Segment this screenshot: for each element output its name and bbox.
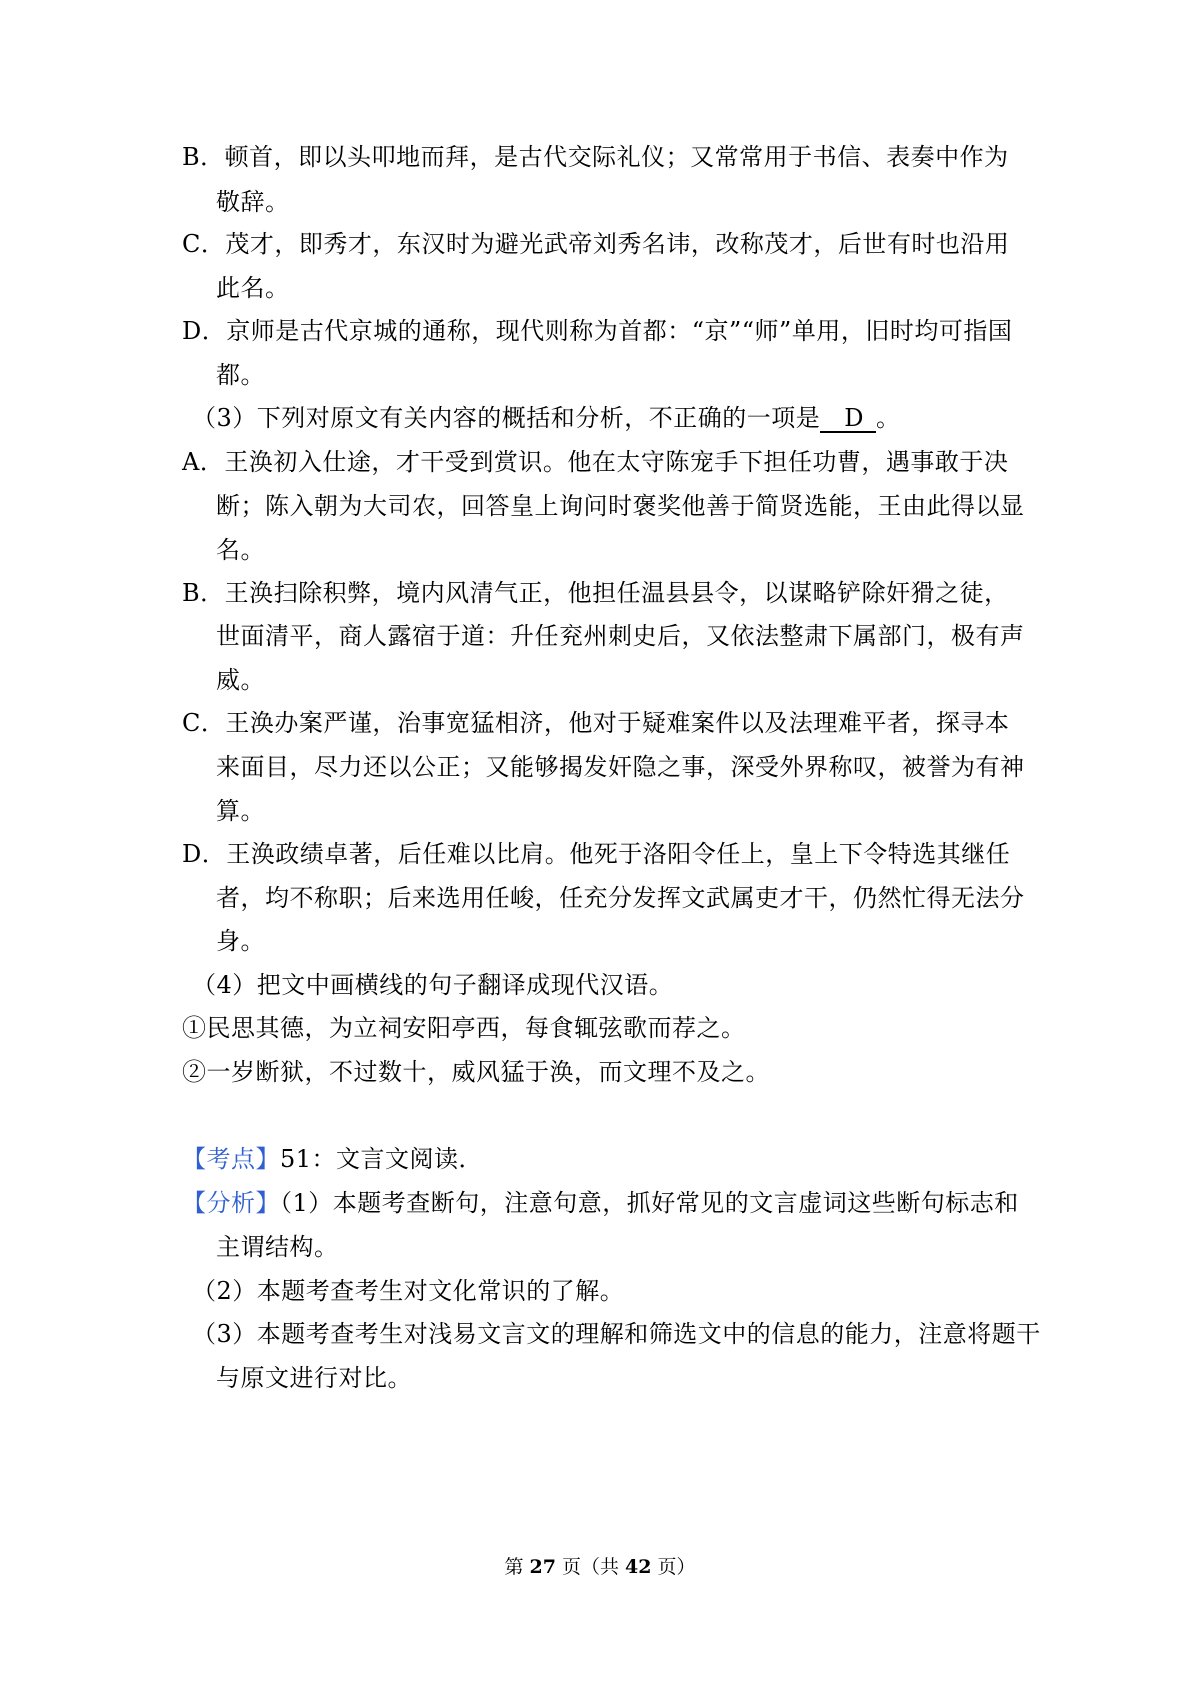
q3-option-c-line3: 算。 bbox=[216, 797, 265, 825]
q3-option-c-line2: 来面目，尽力还以公正；又能够揭发奸隐之事，深受外界称叹，被誉为有神 bbox=[216, 753, 1025, 781]
q3-stem-end: 。 bbox=[876, 404, 901, 432]
q3-answer-blank: D bbox=[820, 405, 876, 433]
q4-sentence-1: ①民思其德，为立祠安阳亭西，每食辄弦歌而荐之。 bbox=[182, 1014, 746, 1042]
q3-option-a-line2: 断；陈入朝为大司农，回答皇上询问时褒奖他善于简贤选能，王由此得以显 bbox=[216, 492, 1025, 520]
q2-option-d-line2: 都。 bbox=[216, 361, 265, 389]
fenxi-tag: 【分析】 bbox=[182, 1189, 280, 1217]
footer-total-pages: 42 bbox=[625, 1556, 652, 1578]
q2-option-c-line1: C．茂才，即秀才，东汉时为避光武帝刘秀名讳，改称茂才，后世有时也沿用 bbox=[182, 230, 1010, 258]
q2-option-d-line1: D．京师是古代京城的通称，现代则称为首都：“京”“师”单用，旧时均可指国 bbox=[182, 317, 1013, 345]
q3-option-b-line1: B．王涣扫除积弊，境内风清气正，他担任温县县令，以谋略铲除奸猾之徒， bbox=[182, 579, 1009, 607]
q3-option-a-line1: A．王涣初入仕途，才干受到赏识。他在太守陈宠手下担任功曹，遇事敢于决 bbox=[182, 448, 1009, 476]
footer-page-number: 27 bbox=[529, 1556, 556, 1578]
q3-option-b-line3: 威。 bbox=[216, 666, 265, 694]
q3-option-b-line2: 世面清平，商人露宿于道：升任兖州刺史后，又依法整肃下属部门，极有声 bbox=[216, 622, 1025, 650]
page-footer bbox=[0, 1555, 1200, 1579]
footer-middle: 页（共 bbox=[555, 1556, 626, 1578]
q4-sentence-2: ②一岁断狱，不过数十，威风猛于涣，而文理不及之。 bbox=[182, 1058, 770, 1086]
fenxi-line2: 主谓结构。 bbox=[216, 1233, 339, 1261]
q3-option-a-line3: 名。 bbox=[216, 536, 265, 564]
analysis-p3-line2: 与原文进行对比。 bbox=[216, 1364, 412, 1392]
q2-option-b-line2: 敬辞。 bbox=[216, 188, 290, 216]
analysis-p3-line1: （3）本题考查考生对浅易文言文的理解和筛选文中的信息的能力，注意将题干 bbox=[192, 1320, 1041, 1348]
footer-suffix: 页） bbox=[651, 1556, 696, 1578]
q3-option-d-line3: 身。 bbox=[216, 927, 265, 955]
fenxi-line1 bbox=[182, 1187, 1019, 1219]
q3-option-d-line1: D．王涣政绩卓著，后任难以比肩。他死于洛阳令任上，皇上下令特选其继任 bbox=[182, 840, 1011, 868]
q2-option-c-line2: 此名。 bbox=[216, 274, 290, 302]
q2-option-b-line1: B．顿首，即以头叩地而拜，是古代交际礼仪；又常常用于书信、表奏中作为 bbox=[182, 143, 1009, 171]
q3-option-c-line1: C．王涣办案严谨，治事宽猛相济，他对于疑难案件以及法理难平者，探寻本 bbox=[182, 709, 1010, 737]
kaodian-line bbox=[182, 1143, 483, 1175]
analysis-p2: （2）本题考查考生对文化常识的了解。 bbox=[192, 1277, 625, 1305]
footer-prefix: 第 bbox=[504, 1556, 530, 1578]
q3-option-d-line2: 者，均不称职；后来选用任峻，任充分发挥文武属吏才干，仍然忙得无法分 bbox=[216, 884, 1025, 912]
fenxi-text-1: （1）本题考查断句，注意句意，抓好常见的文言虚词这些断句标志和 bbox=[280, 1189, 1019, 1217]
q4-stem: （4）把文中画横线的句子翻译成现代汉语。 bbox=[192, 971, 674, 999]
q3-stem-text: （3）下列对原文有关内容的概括和分析，不正确的一项是 bbox=[192, 404, 821, 432]
q3-stem bbox=[192, 402, 901, 434]
kaodian-text: 51：文言文阅读． bbox=[280, 1145, 484, 1173]
kaodian-tag: 【考点】 bbox=[182, 1145, 280, 1173]
